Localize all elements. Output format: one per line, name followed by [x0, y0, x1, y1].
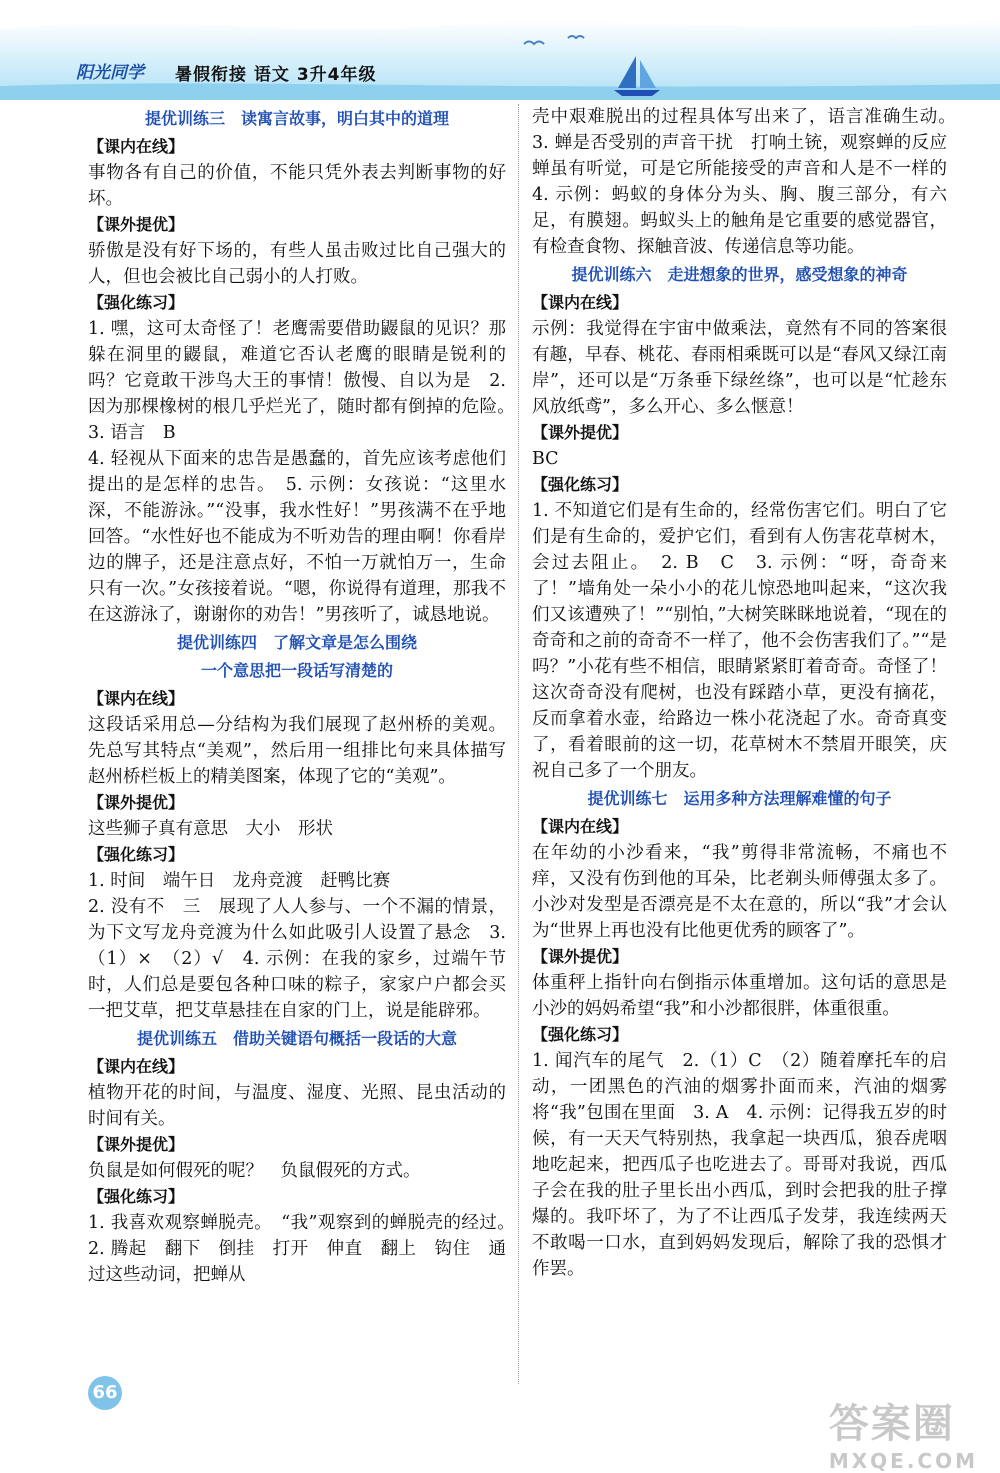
watermark-url: MXQE.COM [828, 1449, 978, 1473]
subheading: 【课外提优】 [532, 947, 629, 966]
subheading: 【课内在线】 [88, 137, 185, 156]
section-heading-5: 提优训练五 借助关键语句概括一段话的大意 [136, 1029, 457, 1048]
page-number: 66 [88, 1376, 122, 1410]
section-heading-3: 提优训练三 读寓言故事，明白其中的道理 [144, 109, 449, 128]
subheading: 【强化练习】 [532, 1025, 629, 1044]
answer-text: 在年幼的小沙看来，“我”剪得非常流畅，不痛也不痒，又没有伤到他的耳朵，比老剃头师傅强太多了。小沙对发型是否漂亮是不太在意的，所以“我”才会认为“世界上再也没有比他更优秀的顾客了”。 [532, 843, 947, 941]
brand-logo: 阳光同学 [76, 63, 144, 83]
subheading: 【强化练习】 [88, 293, 185, 312]
header-banner [0, 0, 1000, 100]
subheading: 【课外提优】 [88, 793, 185, 812]
answer-text: 4. 轻视从下面来的忠告是愚蠢的，首先应该考虑他们提出的是怎样的忠告。 5. 示例：女孩说：“这里水深，不能游泳。”“没事，我水性好！”男孩满不在乎地回答。“水性好也不能成为不听劝告的理由啊！你看岸边的牌子，还是注意点好，不怕一万就怕万一，生命只有一次。”女孩接着说。“嗯，你说得有道理，那我不在这游泳了，谢谢你的劝告！”男孩听了，诚恳地说。 [88, 449, 506, 625]
subheading: 【课内在线】 [88, 689, 185, 708]
answer-text: 负鼠是如何假死的呢？ 负鼠假死的方式。 [88, 1161, 421, 1181]
answer-text: 这段话采用总—分结构为我们展现了赵州桥的美观。先总写其特点“美观”，然后用一组排比句来具体描写赵州桥栏板上的精美图案，体现了它的“美观”。 [88, 715, 506, 787]
section-heading-4-line2: 一个意思把一段话写清楚的 [200, 661, 393, 680]
subheading: 【课外提优】 [88, 1135, 185, 1154]
answer-text: 事物各有自己的价值，不能只凭外表去判断事物的好坏。 [88, 163, 506, 209]
subheading: 【课外提优】 [532, 423, 629, 442]
column-divider [518, 104, 519, 1384]
watermark-title: 答案圈 [828, 1401, 955, 1447]
section-heading-4-line1: 提优训练四 了解文章是怎么围绕 [176, 633, 417, 652]
answer-text: 1. 嘿，这可太奇怪了！老鹰需要借助鼹鼠的见识？那躲在洞里的鼹鼠，难道它否认老鹰的眼睛是锐利的吗？它竟敢干涉鸟大王的事情！傲慢、自以为是 2. 因为那棵橡树的根几乎烂光了，随时都有倒掉的危险。 3. 语言 B [88, 319, 524, 443]
right-column [532, 104, 965, 1282]
answer-text: 2. 没有不 三 展现了人人参与、一个不漏的情景，为下文写龙舟竞渡为什么如此吸引人设置了悬念 3.（1）× （2）√ 4. 示例：在我的家乡，过端午节时，人们总是要包各种口味的粽子，家家户户都会买一把艾草，把艾草悬挂在自家的门上，说是能辟邪。 [88, 897, 506, 1021]
subheading: 【课内在线】 [88, 1057, 185, 1076]
section-heading-6: 提优训练六 走进想象的世界，感受想象的神奇 [571, 265, 908, 284]
subheading: 【强化练习】 [532, 475, 629, 494]
subheading: 【强化练习】 [88, 845, 185, 864]
answer-text: 这些狮子真有意思 大小 形状 [88, 819, 333, 839]
sky-background [0, 0, 1000, 100]
answer-text: 示例：我觉得在宇宙中做乘法，竟然有不同的答案很有趣，早春、桃花、春雨相乘既可以是“春风又绿江南岸”，还可以是“万条垂下绿丝绦”，也可以是“忙趁东风放纸鸢”，多么开心、多么惬意！ [532, 319, 947, 417]
answer-text: 1. 时间 端午日 龙舟竞渡 赶鸭比赛 [88, 871, 391, 891]
subheading: 【课外提优】 [88, 215, 185, 234]
answer-text: 1. 闻汽车的尾气 2.（1）C （2）随着摩托车的启动，一团黑色的汽油的烟雾扑面而来，汽油的烟雾将“我”包围在里面 3. A 4. 示例：记得我五岁的时候，有一天天气特别热，我拿起一块西瓜，狼吞虎咽地吃起来，把西瓜子也吃进去了。哥哥对我说，西瓜子会在我的肚子里长出小西瓜，到时会把我的肚子撑爆的。我吓坏了，为了不让西瓜子发芽，我连续两天不敢喝一口水，直到妈妈发现后，解除了我的恐惧才作罢。 [532, 1051, 947, 1279]
subheading: 【课内在线】 [532, 293, 629, 312]
answer-text: 1. 不知道它们是有生命的，经常伤害它们。明白了它们是有生命的，爱护它们，看到有人伤害花草树木，会过去阻止。 2. B C 3. 示例：“呀，奇奇来了！”墙角处一朵小小的花儿惊恐地叫起来，“这次我们又该遭殃了！”“别怕，”大树笑眯眯地说着，“现在的奇奇和之前的奇奇不一样了，他不会伤害我们了。”“是吗？”小花有些不相信，眼睛紧紧盯着奇奇。奇怪了！这次奇奇没有爬树，也没有踩踏小草，更没有摘花，反而拿着水壶，给路边一株小花浇起了水。奇奇真变了，看着眼前的这一切，花草树木不禁眉开眼笑，庆祝自己多了一个朋友。 [532, 501, 947, 781]
subheading: 【课内在线】 [532, 817, 629, 836]
series-title: 暑假衔接 语文 3升4年级 [175, 65, 377, 85]
subheading: 【强化练习】 [88, 1187, 185, 1206]
answer-text: 体重秤上指针向右倒指示体重增加。这句话的意思是小沙的妈妈希望“我”和小沙都很胖，体重很重。 [532, 973, 947, 1019]
left-column [88, 104, 524, 1288]
answer-text: 植物开花的时间，与温度、湿度、光照、昆虫活动的时间有关。 [88, 1083, 506, 1129]
answer-text: 壳中艰难脱出的过程具体写出来了，语言准确生动。 3. 蝉是否受别的声音干扰 打响土铳，观察蝉的反应 蝉虽有听觉，可是它所能接受的声音和人是不一样的 4. 示例：蚂蚁的身体分为头、胸、腹三部分，有六足，有膜翅。蚂蚁头上的触角是它重要的感觉器官，有检查食物、探触音波、传递信息等功能。 [532, 107, 965, 257]
section-heading-7: 提优训练七 运用多种方法理解难懂的句子 [587, 789, 892, 808]
answer-text: BC [532, 449, 559, 469]
answer-text: 1. 我喜欢观察蝉脱壳。 “我”观察到的蝉脱壳的经过。 2. 腾起 翻下 倒挂 打开 伸直 翻上 钩住 通过这些动词，把蝉从 [88, 1213, 524, 1285]
answer-text: 骄傲是没有好下场的，有些人虽击败过比自己强大的人，但也会被比自己弱小的人打败。 [88, 241, 506, 287]
